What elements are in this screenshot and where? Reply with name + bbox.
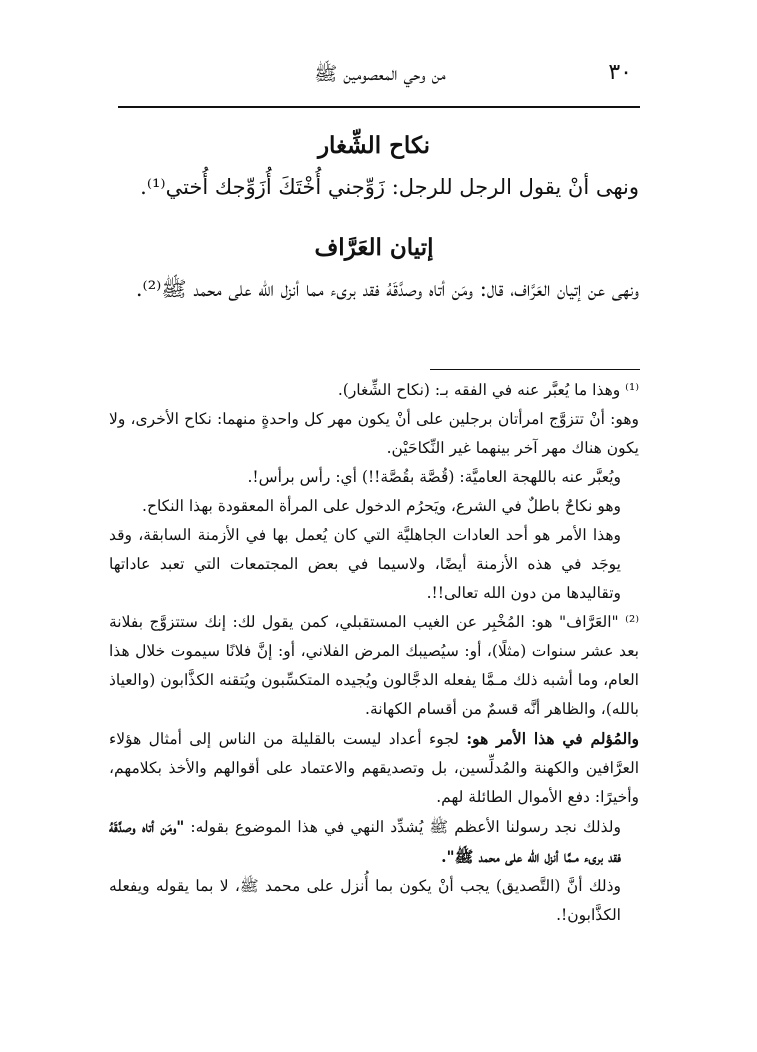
footnote-2-line-2	[109, 724, 639, 812]
footnote-1-line-3: ويُعبَّر عنه باللهجة العاميَّة: (قُصَّة بقُصَّة!!) أي: رأس برأس!.	[247, 468, 621, 486]
section-text-1: ونهى أنْ يقول الرجل للرجل: زَوِّجني أُخْتَكَ أُزَوِّجك أُختي⁽¹⁾.	[140, 175, 639, 199]
footnote-2-lead: والمُؤلم في هذا الأمر هو:	[466, 729, 639, 748]
running-title: من وحي المعصومين ﷺ	[314, 63, 446, 85]
footnotes	[109, 376, 639, 930]
header-rule	[118, 106, 640, 108]
page-header	[120, 56, 640, 96]
footnote-1-line-1: ⁽¹⁾ وهذا ما يُعبَّر عنه في الفقه بـ: (نكاح الشِّغار).	[337, 381, 639, 399]
footnote-2-line-3	[109, 812, 639, 872]
section-text-2: ونهى عن إتيان العَرَّاف، قال: ومَن أتاه وصدَّقَهُ فقد برىء مما أنزل الله على محمد ﷺ⁽²⁾.	[135, 277, 639, 301]
footnote-2-line-1: ⁽²⁾ "العَرَّاف" هو: المُخْبِر عن الغيب المستقبلي، كمن يقول لك: إنك ستتزوَّج بفلانة بعد عشر سنوات (مثلًا)، أو: سيُصيبك المرض الفلاني، أو: إنَّ فلانًا سيموت خلال هذا العام، وما أشبه ذلك مـمَّا يفعله الدجَّالون ويُجيده المتكسِّبون ويُتقنه الكذَّابون (والعياذ بالله)، والظاهر أنَّه قسمٌ من أقسام الكهانة.	[109, 613, 639, 718]
footnote-2-quote: "ومَن أتاه وصدَّقَهُ فقد برىء مـمَّا أنزل الله على محمد ﷺ".	[109, 817, 621, 866]
section-title-1: نكاح الشِّغار	[317, 132, 431, 159]
section-title-2: إتيان العَرَّاف	[314, 234, 434, 261]
footnote-1-line-2: وهو: أنْ تتزوَّج امرأتان برجلين على أنْ يكون مهر كل واحدةٍ منهما: نكاح الأخرى، ولا يكون هناك مهر آخر بينهما غير النِّكاحَيْن.	[109, 410, 639, 457]
footnote-2-line-3-text: ولذلك نجد رسولنا الأعظم ﷺ يُشدِّد النهي في هذا الموضوع بقوله:	[190, 818, 621, 836]
footnote-1-line-5: وهذا الأمر هو أحد العادات الجاهليَّة التي كان يُعمل بها في الأزمنة السابقة، وقد يوجَد في هذه الأزمنة أيضًا، ولاسيما في بعض المجتمعات التي تعبد عاداتها وتقاليدها من دون الله تعالى!!.	[109, 526, 621, 602]
footnote-2-line-2-rest: لجوء أعداد ليست بالقليلة من الناس إلى أمثال هؤلاء العرَّافين والكهنة والمُدلِّسين، بل وتصديقهم والاعتماد على أقوالهم والأخذ بكلامهم، وأخيرًا: دفع الأموال الطائلة لهم.	[109, 730, 639, 806]
page-number: ٣٠	[608, 60, 632, 85]
footnote-1-line-4: وهو نكاحٌ باطلٌ في الشرع، ويَحرُم الدخول على المرأة المعقودة بهذا النكاح.	[142, 497, 621, 515]
footnote-2-line-4: وذلك أنَّ (التَّصديق) يجب أنْ يكون بما أُنزل على محمد ﷺ، لا بما يقوله ويفعله الكذَّابون!.	[109, 877, 621, 924]
footnote-rule	[430, 369, 640, 370]
